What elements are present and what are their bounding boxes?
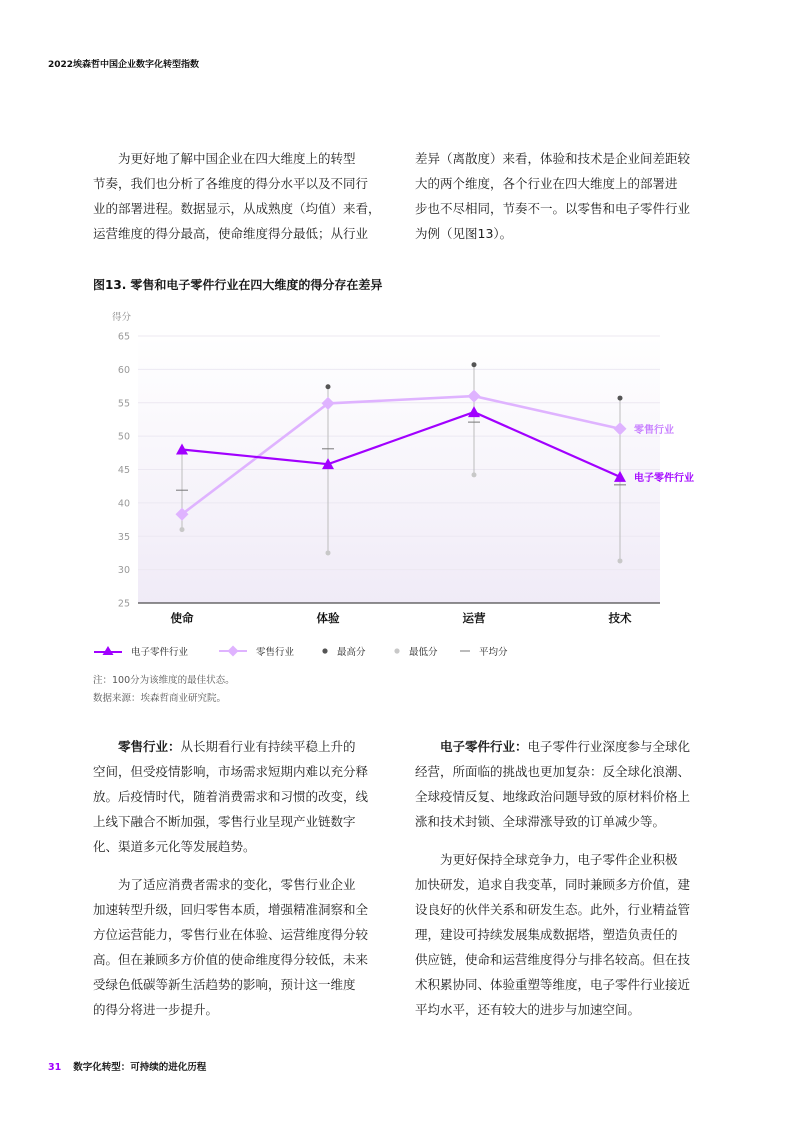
y-tick-label: 65 xyxy=(117,331,130,343)
page-footer xyxy=(48,1059,206,1073)
intro-right-line: 大的两个维度，各个行业在四大维度上的部署进 xyxy=(415,176,678,191)
legend-electronics-label: 电子零件行业 xyxy=(131,647,189,658)
intro-left-line: 运营维度的得分最高，使命维度得分最低；从行业 xyxy=(93,226,369,241)
y-axis-label: 得分 xyxy=(112,312,132,323)
intro-right-line: 步也不尽相同，节奏不一。以零售和电子零件行业 xyxy=(415,201,691,216)
body-line: 高。但在兼顾多方价值的使命维度得分较低，未来 xyxy=(93,952,369,967)
max-point xyxy=(618,396,623,401)
body-line: 方位运营能力，零售行业在体验、运营维度得分较 xyxy=(93,927,369,942)
x-tick-label: 技术 xyxy=(608,611,632,625)
legend-max xyxy=(321,642,366,660)
legend-retail-label: 零售行业 xyxy=(256,647,295,658)
max-point xyxy=(472,362,477,367)
footer-title: 数字化转型：可持续的进化历程 xyxy=(73,1062,207,1073)
body-line: 术积累协同、体验重塑等维度，电子零件行业接近 xyxy=(415,977,691,992)
legend-max-label: 最高分 xyxy=(337,647,366,658)
max-point xyxy=(326,384,331,389)
legend-avg-label: 平均分 xyxy=(479,647,508,658)
body-line: 从长期看行业有持续平稳上升的 xyxy=(180,739,356,754)
body-line: 设良好的伙伴关系和研发生态。此外，行业精益管 xyxy=(415,902,691,917)
body-line: 上线下融合不断加强，零售行业呈现产业链数字 xyxy=(93,814,356,829)
body-line: 为了适应消费者需求的变化，零售行业企业 xyxy=(118,877,356,892)
legend-min xyxy=(393,642,438,660)
min-point xyxy=(326,550,331,555)
y-tick-label: 25 xyxy=(117,598,130,610)
min-point xyxy=(472,472,477,477)
x-tick-label: 体验 xyxy=(316,611,340,625)
min-point xyxy=(180,527,185,532)
body-line: 涨和技术封锁、全球滞涨导致的订单减少等。 xyxy=(415,814,666,829)
figure-source: 数据来源：埃森哲商业研究院。 xyxy=(93,693,227,704)
intro-left xyxy=(93,146,393,246)
score-chart xyxy=(90,305,710,633)
y-tick-label: 55 xyxy=(117,398,130,410)
intro-left-line: 业的部署进程。数据显示，从成熟度（均值）来看， xyxy=(93,201,381,216)
body-right-p1 xyxy=(415,734,715,834)
body-line: 受绿色低碳等新生活趋势的影响，预计这一维度 xyxy=(93,977,356,992)
chart-legend xyxy=(93,642,533,660)
y-tick-label: 35 xyxy=(117,531,130,543)
diamond-line-icon xyxy=(218,645,248,657)
y-tick-label: 60 xyxy=(117,364,130,376)
electronics-heading: 电子零件行业： xyxy=(440,739,528,754)
dash-icon xyxy=(459,645,471,657)
body-line: 加快研发，追求自我变革，同时兼顾多方价值，建 xyxy=(415,877,691,892)
body-line: 全球疫情反复、地缘政治问题导致的原材料价格上 xyxy=(415,789,691,804)
body-line: 为更好保持全球竞争力，电子零件企业积极 xyxy=(440,852,678,867)
legend-avg xyxy=(459,642,508,660)
intro-right-line: 为例（见图13）。 xyxy=(415,226,513,241)
body-left-p2 xyxy=(93,872,393,1022)
report-header: 2022埃森哲中国企业数字化转型指数 xyxy=(48,60,200,70)
body-line: 经营，所面临的挑战也更加复杂：反全球化浪潮、 xyxy=(415,764,691,779)
y-tick-label: 40 xyxy=(117,498,130,510)
figure-note: 注：100分为该维度的最佳状态。 xyxy=(93,675,235,686)
x-tick-label: 运营 xyxy=(462,611,486,625)
body-line: 平均水平，还有较大的进步与加速空间。 xyxy=(415,1002,641,1017)
min-point xyxy=(618,558,623,563)
legend-electronics xyxy=(93,642,188,660)
triangle-line-icon xyxy=(93,645,123,657)
body-right-p2 xyxy=(415,847,715,1022)
body-line: 供应链，使命和运营维度得分与排名较高。但在技 xyxy=(415,952,691,967)
body-line: 电子零件行业深度参与全球化 xyxy=(527,739,691,754)
legend-min-label: 最低分 xyxy=(409,647,438,658)
y-tick-label: 30 xyxy=(117,565,130,577)
electronics-end-label: 电子零件行业 xyxy=(634,472,694,484)
intro-left-line: 节奏，我们也分析了各维度的得分水平以及不同行 xyxy=(93,176,369,191)
dark-dot-icon xyxy=(321,645,329,657)
page-number: 31 xyxy=(48,1062,62,1073)
body-line: 空间，但受疫情影响，市场需求短期内难以充分释 xyxy=(93,764,369,779)
figure-title: 图13. 零售和电子零件行业在四大维度的得分存在差异 xyxy=(93,278,383,292)
body-line: 加速转型升级，回归零售本质，增强精准洞察和全 xyxy=(93,902,369,917)
intro-left-line: 为更好地了解中国企业在四大维度上的转型 xyxy=(118,151,356,166)
legend-retail xyxy=(218,642,294,660)
light-dot-icon xyxy=(393,645,401,657)
body-line: 理，建设可持续发展集成数据塔，塑造负责任的 xyxy=(415,927,678,942)
body-left-p1 xyxy=(93,734,393,859)
y-tick-label: 50 xyxy=(117,431,130,443)
body-line: 的得分将进一步提升。 xyxy=(93,1002,219,1017)
intro-right-line: 差异（离散度）来看，体验和技术是企业间差距较 xyxy=(415,151,691,166)
body-line: 化、渠道多元化等发展趋势。 xyxy=(93,839,256,854)
retail-end-label: 零售行业 xyxy=(634,424,674,436)
retail-heading: 零售行业： xyxy=(118,739,181,754)
y-tick-label: 45 xyxy=(117,465,130,476)
intro-right xyxy=(415,146,715,246)
body-line: 放。后疫情时代，随着消费需求和习惯的改变，线 xyxy=(93,789,369,804)
x-tick-label: 使命 xyxy=(170,611,194,625)
